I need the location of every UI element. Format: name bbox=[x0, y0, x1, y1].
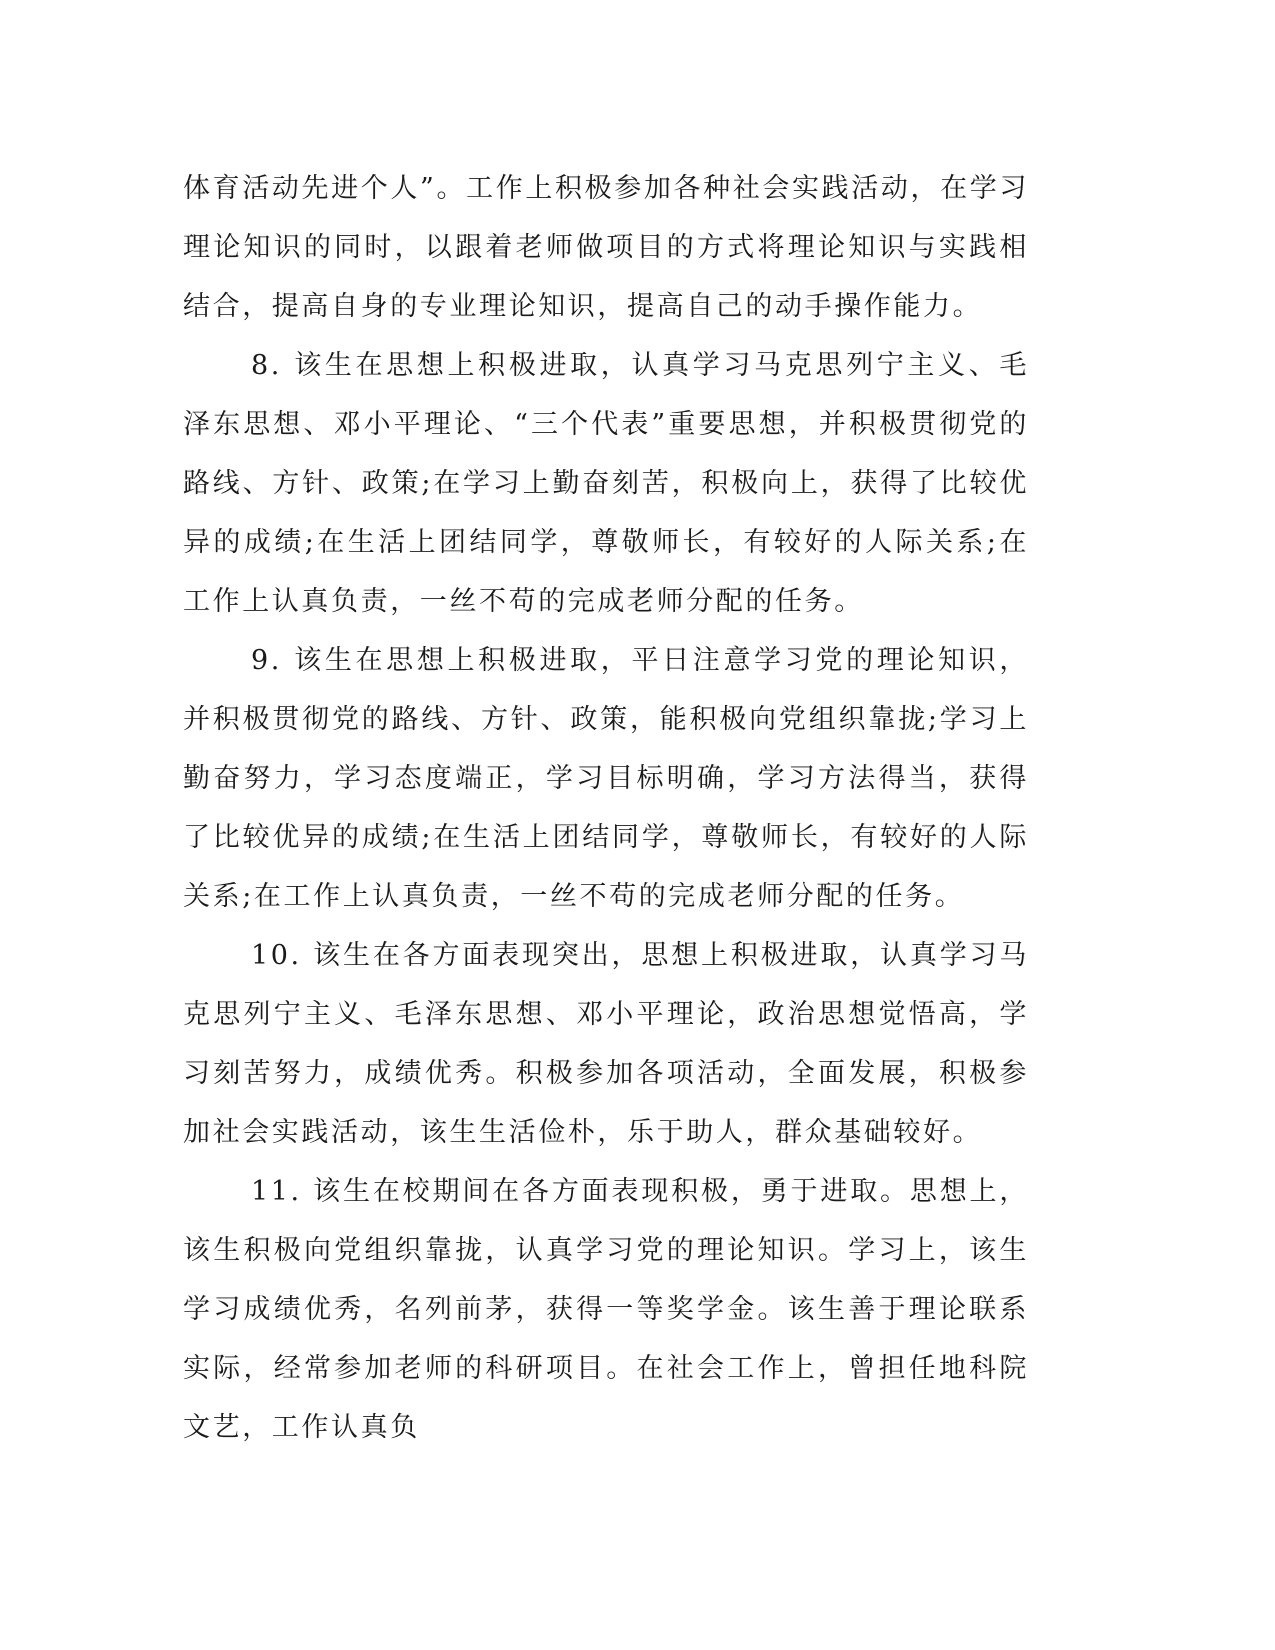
paragraph-item-10: 10. 该生在各方面表现突出，思想上积极进取，认真学习马克思列宁主义、毛泽东思想、邓小平理论，政治思想觉悟高，学习刻苦努力，成绩优秀。积极参加各项活动，全面发展，积极参加社会实践活动，该生生活俭朴，乐于助人，群众基础较好。 bbox=[183, 940, 1029, 1148]
paragraph-item-8: 8. 该生在思想上积极进取，认真学习马克思列宁主义、毛泽东思想、邓小平理论、“三个代表”重要思想，并积极贯彻党的路线、方针、政策;在学习上勤奋刻苦，积极向上，获得了比较优异的成绩;在生活上团结同学，尊敬师长，有较好的人际关系;在工作上认真负责，一丝不苟的完成老师分配的任务。 bbox=[183, 350, 1029, 617]
paragraph-item-9: 9. 该生在思想上积极进取，平日注意学习党的理论知识，并积极贯彻党的路线、方针、政策，能积极向党组织靠拢;学习上勤奋努力，学习态度端正，学习目标明确，学习方法得当，获得了比较优异的成绩;在生活上团结同学，尊敬师长，有较好的人际关系;在工作上认真负责，一丝不苟的完成老师分配的任务。 bbox=[183, 645, 1029, 912]
document-body bbox=[183, 159, 1029, 1457]
paragraph-continuation: 体育活动先进个人”。工作上积极参加各种社会实践活动，在学习理论知识的同时，以跟着老师做项目的方式将理论知识与实践相结合，提高自身的专业理论知识，提高自己的动手操作能力。 bbox=[183, 173, 1029, 322]
paragraph-item-11: 11. 该生在校期间在各方面表现积极，勇于进取。思想上，该生积极向党组织靠拢，认真学习党的理论知识。学习上，该生学习成绩优秀，名列前茅，获得一等奖学金。该生善于理论联系实际，经常参加老师的科研项目。在社会工作上，曾担任地科院文艺，工作认真负 bbox=[183, 1176, 1029, 1443]
